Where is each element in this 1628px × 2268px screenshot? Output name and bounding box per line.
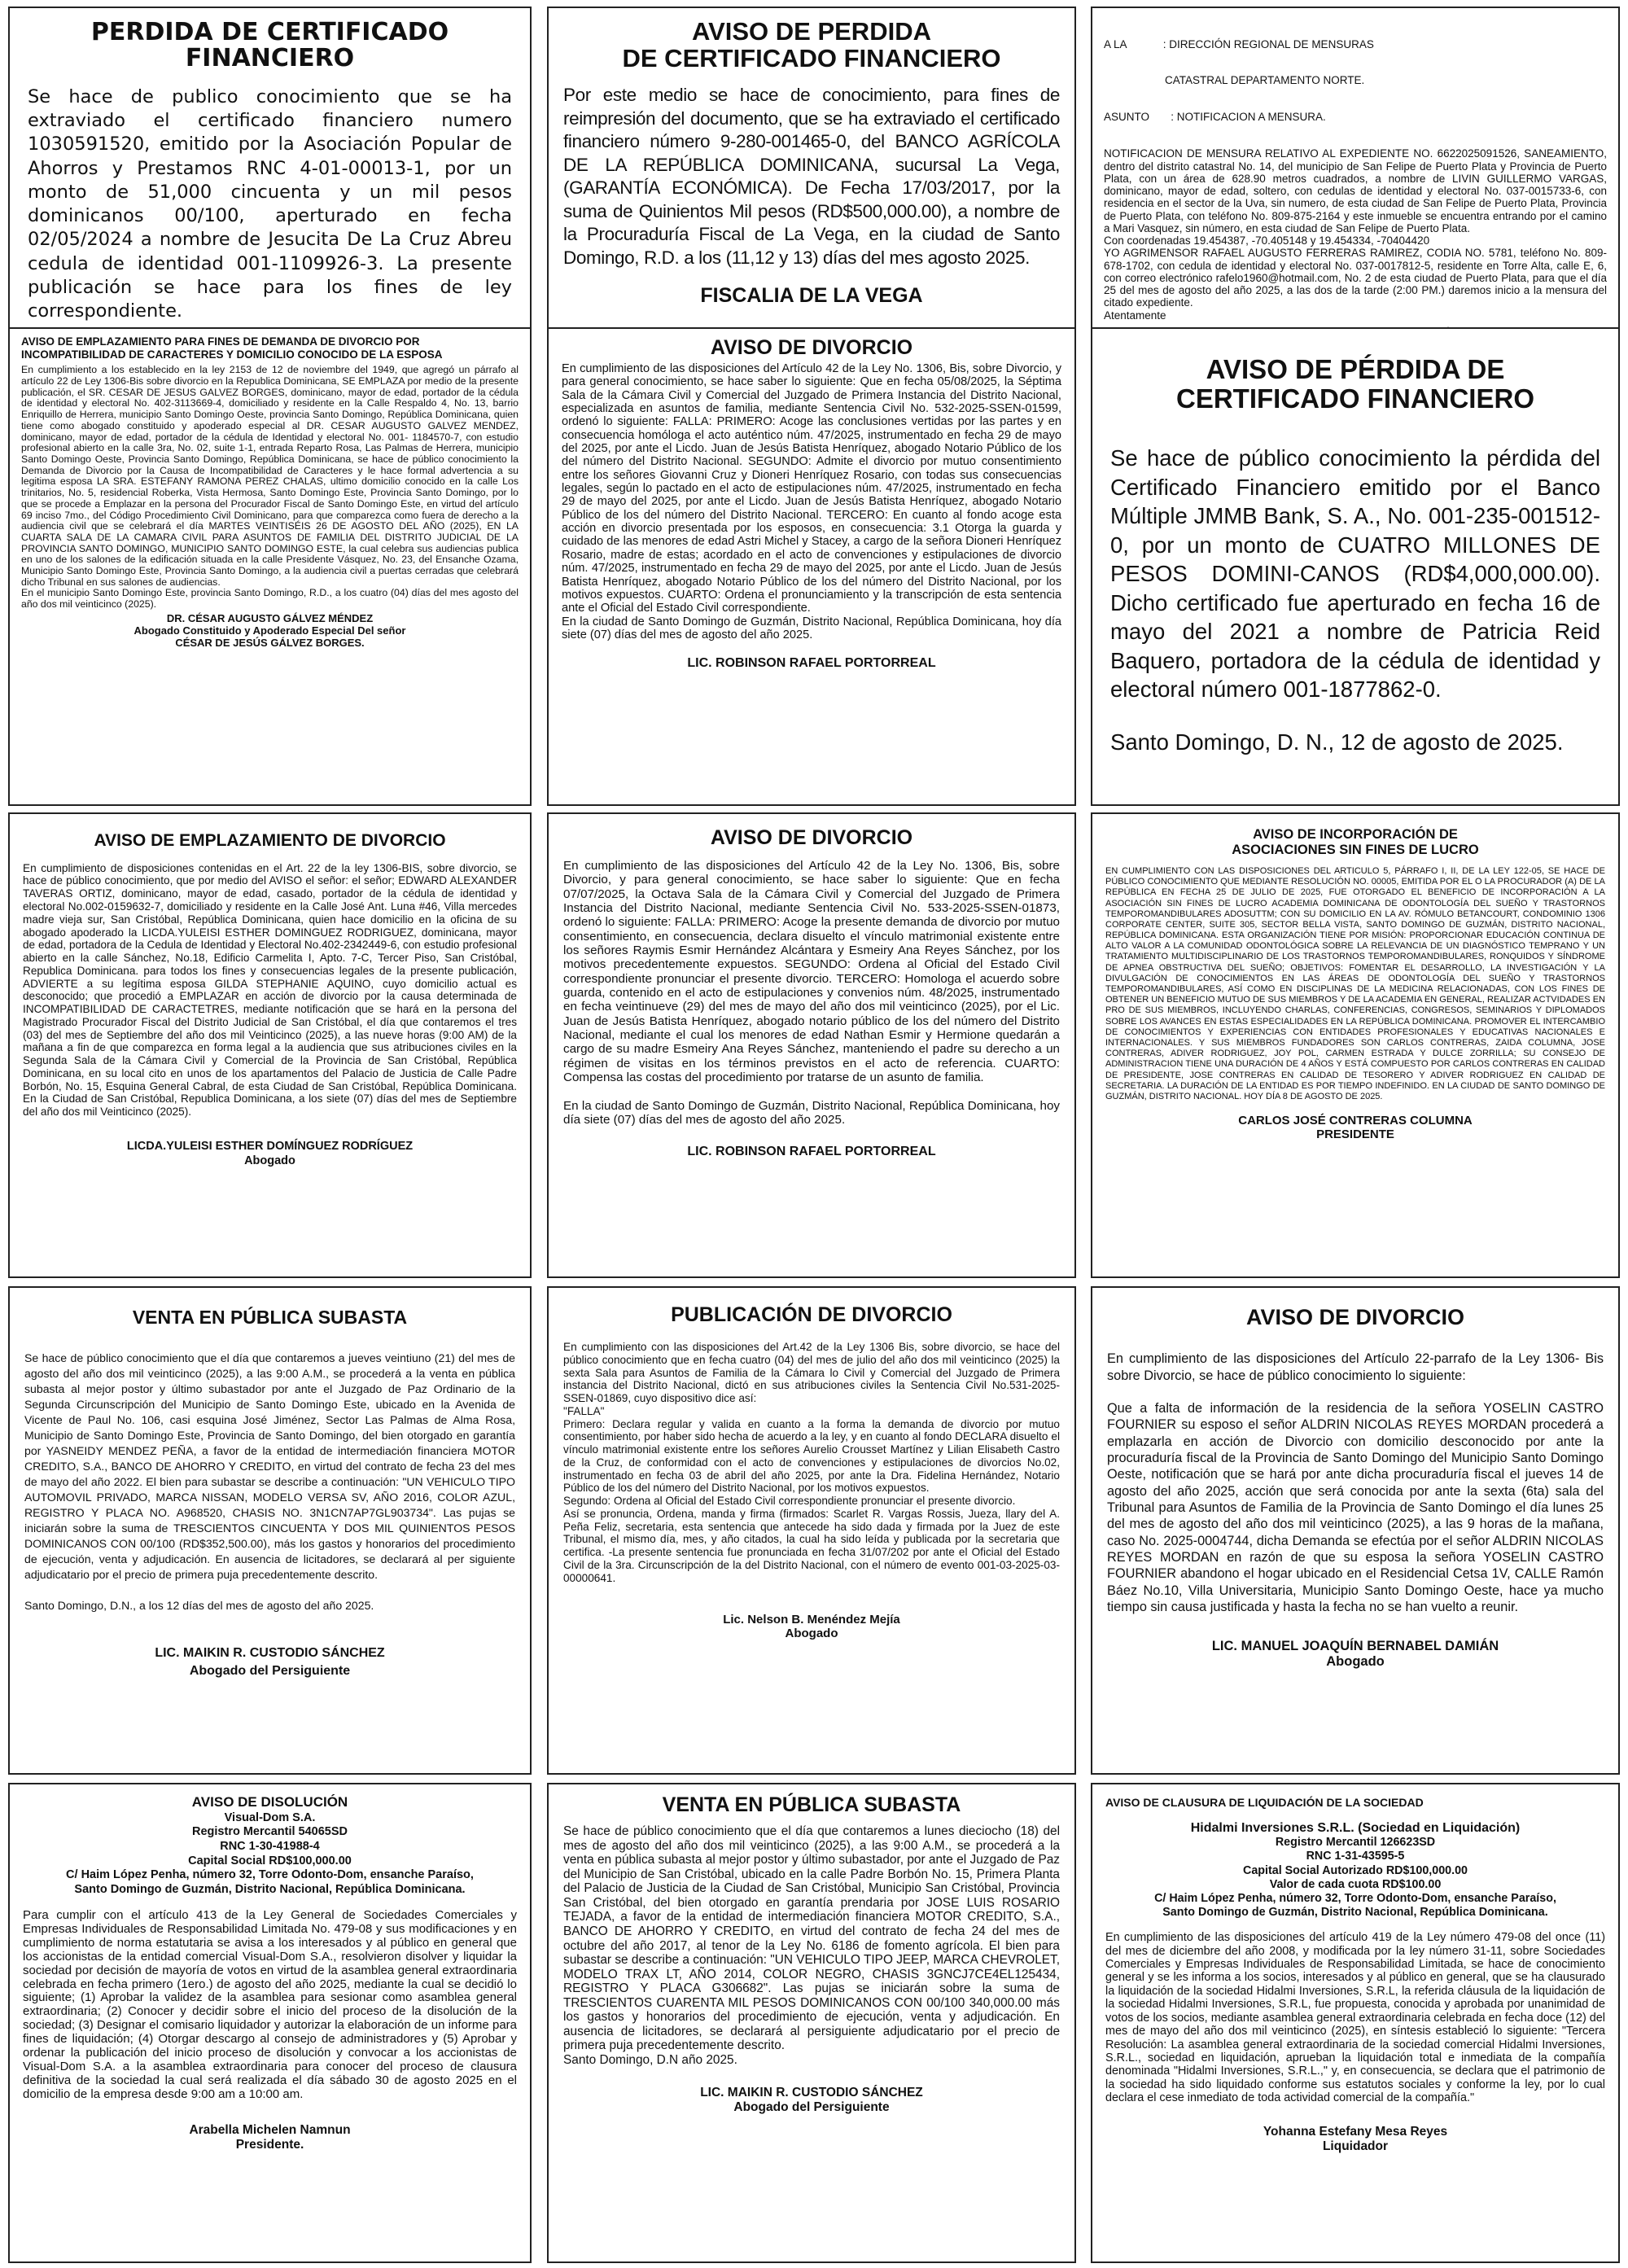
company-name: Hidalmi Inversiones S.R.L. (Sociedad en Liquidación)	[1190, 1821, 1521, 1835]
notice-perdida-certificado-1	[8, 7, 532, 334]
notice-body: Se hace de publico conocimiento que se ha extraviado el certificado financiero numero 1030591520, emitido por la Asociación Popular de Ahorros y Prestamos RNC 4-01-00013-1, por un monto de 51,000 cincuenta y un mil pesos dominicanos 00/100, aperturado en fecha 02/05/2024 a nombre de Jesucita De La Cruz Abreu cedula de identidad 001-1109926-3. La presente publicación se hace para los fines de ley correspondiente.	[28, 85, 512, 322]
notice-title: AVISO DE EMPLAZAMIENTO PARA FINES DE DEMANDA DE DIVORCIO POR INCOMPATIBILIDAD DE CARACTERES Y DOMICILIO CONOCIDO DE LA ESPOSA	[21, 335, 443, 361]
company-registry: Registro Mercantil 54065SD	[192, 1825, 348, 1839]
notice-signature-role: Abogado del Persiguiente	[733, 2099, 890, 2114]
notice-body: Para cumplir con el artículo 413 de la Ley General de Sociedades Comerciales y Empresas Individuales de Responsabilidad Limitada No. 479-08 y sus modificaciones y en cumplimiento de norma estatutaria se avisa a los interesados y al público en general que los accionistas de la entidad comercial Visual-Dom S.A., resolvieron disolver y liquidar la sociedad por decisión de mayoría de votos en virtud de la asamblea general extraordinaria celebrada en fecha primero (1ero.) de agosto del año 2025, mediante la cual se decidió lo siguiente; (1) Aprobar la validez de la asamblea para sesionar como asamblea general extraordinaria; (2) Conocer y decidir sobre el inicio del proceso de la disolución de la sociedad; (3) Designar el comisario liquidador y autorizar la elaboración de un informe para fines de liquidación; (4) Otorgar descargo al consejo de administradores y (5) Aprobar y ordenar la publicación del inicio proceso de disolución y convocar a los accionistas de Visual-Dom S.A. a la asamblea extraordinaria para conocer del proceso de clausura definitiva de la sociedad la cual será realizada el día sábado 30 de agosto 2025 en el domicilio de la empresa desde 9:00 am a 10:00 am.	[23, 1907, 517, 2102]
notice-signature-role: PRESIDENTE	[1316, 1127, 1394, 1142]
notice-title: VENTA EN PÚBLICA SUBASTA	[132, 1307, 408, 1328]
notice-title: AVISO DE DIVORCIO	[710, 826, 913, 849]
company-registry: Registro Mercantil 126623SD	[1275, 1836, 1436, 1850]
notice-signature: Yohanna Estefany Mesa Reyes	[1263, 2124, 1448, 2139]
notice-perdida-certificado-3	[1091, 327, 1620, 806]
notice-emplazamiento-divorcio-2	[8, 812, 532, 1278]
notice-signature-role: Liquidador	[1322, 2139, 1389, 2153]
notice-signature: LIC. MAIKIN R. CUSTODIO SÁNCHEZ	[700, 2085, 923, 2099]
notice-emplazamiento-divorcio-1	[8, 327, 532, 806]
notice-signature: CARLOS JOSÉ CONTRERAS COLUMNA	[1238, 1114, 1473, 1128]
notice-body: En cumplimiento de disposiciones contenidas en el Art. 22 de la ley 1306-BIS, sobre divorcio, se hace de público conocimiento, que por medio del AVISO el señor: el señor; EDWARD ALEXANDER TAVERAS ORTIZ, dominicano, mayor de edad, casado, portador de la cédula de identidad y electoral No.002-0159632-7, domiciliado y residente en la Calle José Ant. Luna #46, Villa mercedes madre vieja sur, San Cristóbal, República Dominicana, quien hace domicilio en la oficina de su abogado apoderado la LICDA.YULEISI ESTHER DOMINGUEZ RODRIGUEZ, dominicana, mayor de edad, portadora de la Cedula de Identidad y Electoral No.402-2342449-6, con estudio profesional abierto en la calle Sánchez, No.18, Edificio Carmelita I, Apto. 7-C, Tercer Piso, San Cristóbal, Republica Dominicana. para todos los fines y consecuencias legales de la presente publicación, ADVIERTE a su legítima esposa GILDA STEPHANIE AQUINO, cuyo domicilio actual es desconocido; que procedió a EMPLAZAR en acción de divorcio por la causa determinada de INCOMPATIBILIDAD DE CARACTETRES, mediante notificación que se hará en la persona del Magistrado Procurador Fiscal del Distrito Judicial de San Cristóbal, el día que contaremos el tres (03) del mes de Septiembre del año dos mil Veinticinco (2025), a las nueve horas (9:00 AM) de la mañana a fin de que comparezca en forma legal a la audiencia que sus atribuciones civiles en la Segunda Sala de la Cámara Civil y Comercial de la Provincia de San Cristóbal, República Dominicana, en su local cito en unos de los apartamentos del Palacio de Justicia de Calle Padre Borbón, No. 15, Esquina General Cabral, de esta Ciudad de San Cristóbal, República Dominicana. En la Ciudad de San Cristóbal, Republica Dominicana, a los siete (07) días del mes de Septiembre del año dos mil Veinticinco (2025).	[23, 861, 517, 1119]
company-capital: Capital Social RD$100,000.00	[188, 1854, 352, 1867]
notice-signature: LICDA.YULEISI ESTHER DOMÍNGUEZ RODRÍGUEZ	[126, 1139, 414, 1153]
notice-signature: Lic. Nelson B. Menéndez Mejía	[723, 1612, 900, 1627]
notice-title: AVISO DE DISOLUCIÓN	[191, 1794, 348, 1810]
notice-date: Santo Domingo, D. N., 12 de agosto de 2025.	[1110, 729, 1564, 755]
notice-body: En cumplimiento de las disposiciones del artículo 419 de la Ley número 479-08 del once (11) del mes de diciembre del año 2008, y modificada por la ley número 31-11, sobre Sociedades Comerciales y Empresas Individuales de Responsabilidad Limitada, se hace de conocimiento general y se les informa a los socios, interesados y al público en general, que se ha clausurado la liquidación de la sociedad Hidalmi Inversiones, S.R.L, la referida cláusula de la liquidación de la sociedad Hidalmi Inversiones, S.R.L, fue propuesta, conocida y aprobada por unanimidad de votos de los socios, mediante asamblea general extraordinaria celebrada en fecha doce (12) del mes de mayo del año dos mil veinticinco (2025), en síntesis estableció lo siguiente: "Tercera Resolución: La asamblea general extraordinaria de la sociedad comercial Hidalmi Inversiones, S.R.L., sociedad en liquidación, aprueban la liquidación total e inmediata de la compañía denominada "Hidalmi Inversiones, S.R.L.," y, en consecuencia, se declara que el patrimonio de la sociedad ha sido liquidado conforme sus estatutos sociales y conforme la ley, por lo cual declara el cese inmediato de toda actividad comercial de la compañía."	[1105, 1931, 1605, 2105]
notice-signature-client: CÉSAR DE JESÚS GÁLVEZ BORGES.	[175, 636, 365, 649]
company-rnc: RNC 1-30-41988-4	[220, 1840, 320, 1854]
notice-signature-role: Abogado	[244, 1154, 295, 1167]
notice-title: AVISO DE CLAUSURA DE LIQUIDACIÓN DE LA SOCIEDAD	[1105, 1796, 1424, 1809]
notice-signature: LIC. MANUEL JOAQUÍN BERNABEL DAMIÁN	[1211, 1638, 1499, 1653]
mensura-header	[1104, 15, 1607, 147]
notice-body: Se hace de público conocimiento la pérdida del Certificado Financiero emitido por el Banco Múltiple JMMB Bank, S. A., No. 001-235-001512-0, por un monto de CUATRO MILLONES DE PESOS DOMINI-CANOS (RD$4,000,000.00). Dicho certificado fue aperturado en fecha 16 de mayo del 2021 a nombre de Patricia Reid Baquero, portadora de la cédula de identidad y electoral número 001-1877862-0.	[1110, 445, 1600, 702]
notice-signature-role: Abogado Constituido y Apoderado Especial Del señor	[133, 624, 406, 637]
notice-body: Que a falta de información de la residencia de la señora YOSELIN CASTRO FOURNIER su esposo el señor ALDRIN NICOLAS REYES MORDAN procederá a emplazarla en acción de Divorcio con domicilio desconocido por ante la procuraduría fiscal de la Provincia de Santo Domingo del Municipio Santo Domingo Oeste, notificación que se hará por ante dicha procuraduría fiscal el jueves 14 de agosto del año 2025, acción que será conocida por ante la sexta (6ta) sala del Tribunal para Asuntos de Familia de la Provincia de Santo Domingo el día lunes 25 del mes de agosto del año dos mil veinticinco (2025), a las 9 horas de la mañana, caso No. 2025-0004744, dicha Demanda se efectúa por el señor ALDRIN NICOLAS REYES MORDAN en razón de que su esposa la señora YOSELIN CASTRO FOURNIER abandono el hogar ubicado en el Residencial Cetsa 1V, CALLE Ramón Báez No.10, Villa Universitaria, Municipio Santo Domingo Oeste, hace ya mucho tiempo sin causa justificada y hasta la fecha no se han vuelto a reunir.	[1107, 1400, 1604, 1615]
notice-subasta-2	[547, 1783, 1076, 2263]
notice-body: En cumplimiento de las disposiciones del Artículo 42 de la Ley No. 1306, Bis, sobre Divorcio, y para general conocimiento, se hace saber lo siguiente: Que en fecha 05/08/2025, la Séptima Sala de la Cámara Civil y Comercial del Juzgado de Primera Instancia del Distrito Nacional, especializada en asuntos de familia, mediante Sentencia Civil No. 532-2025-SSEN-01599, ordenó lo siguiente: FALLA: PRIMERO: Acoge las conclusiones vertidas por las partes y en consecuencia homóloga el acto auténtico núm. 47/2025, instrumentado en fecha 29 de mayo del 2025, por ante el Licdo. Juan de Jesús Batista Henríquez, abogado Notario Público de los del número del Distrito Nacional. SEGUNDO: Admite el divorcio por mutuo consentimiento entre los señores Giovanni Cruz y Dioneri Henríquez Rosario, con todas sus consecuencias legales, según lo pactado en el acto de estipulaciones núm. 47/2025, instrumentado en fecha 29 de mayo del 2025, por ante el Licdo. Juan de Jesús Batista Henríquez, abogado Notario Público de los del número del Distrito Nacional. TERCERO: En cuanto al fondo acoge esta acción en divorcio presentada por los esposos, en consecuencia: 3.1 Otorga la guarda y cuidado de las menores de edad Astri Michel y Stacey, a cargo de la señora Dioneri Henríquez Rosario, madre de estas; acordado en el acto de convenciones y estipulaciones de divorcio núm. 47/2025, instrumentado en fecha 29 de mayo del 2025, por ante el Licdo. Juan de Jesús Batista Henríquez, abogado Notario Público de los del número del Distrito Nacional, por los motivos expuestos. CUARTO: Ordena el pronunciamiento y la transcripción de esta sentencia ante el Oficial del Estado Civil correspondiente. En la ciudad de Santo Domingo de Guzmán, Distrito Nacional, República Dominicana, hoy día siete (07) días del mes de agosto del año 2025.	[562, 362, 1061, 641]
company-address: Santo Domingo de Guzmán, Distrito Nacional, República Dominicana.	[1162, 1905, 1548, 1919]
notice-signature: LIC. ROBINSON RAFAEL PORTORREAL	[687, 1145, 936, 1159]
company-address: C/ Haim López Penha, número 32, Torre Odonto-Dom, ensanche Paraíso,	[1154, 1891, 1556, 1905]
notice-subasta-1	[8, 1286, 532, 1775]
notice-disolucion	[8, 1783, 532, 2263]
notice-signature-role: Presidente.	[235, 2137, 304, 2152]
company-address: C/ Haim López Penha, número 32, Torre Odonto-Dom, ensanche Paraíso,	[66, 1868, 474, 1882]
notice-body: En cumplimiento de las disposiciones del Artículo 42 de la Ley No. 1306, Bis, sobre Divorcio, y para general conocimiento, se hace saber lo siguiente: Que en fecha 07/07/2025, la Octava Sala de la Cámara Civil y Comercial del Juzgado de Primera Instancia del Distrito Nacional, mediante Sentencia Civil No. 533-2025-SSEN-01873, ordenó lo siguiente: FALLA: PRIMERO: Acoge la presente demanda de divorcio por mutuo consentimiento, en consecuencia, declara disuelto el vínculo matrimonial existente entre los señores Raymis Esmir Hernández Alcántara y Esmeiry Ana Reyes Sánchez, por los motivos precedentemente expuestos. SEGUNDO: Ordena al Oficial del Estado Civil correspondiente pronunciar el presente divorcio. TERCERO: Homologa el acuerdo sobre guarda, contenido en el acto de estipulaciones y convenios núm. 48/2025, instrumentado en fecha veintinueve (29) del mes de mayo del año dos mil veinticinco (2025), por el Lic. Juan de Jesús Batista Henríquez, abogado notario público de los del número del Distrito Nacional, mediante el cual los menores de edad Nathan Esmir y Hermione quedarán a cargo de su madre Esmeiry Ana Reyes Sánchez, manteniendo el padre su derecho a un régimen de visitas en los términos previstos en el acto de referencia. CUARTO: Compensa las costas del procedimiento por tratarse de un asunto de familia. En la ciudad de Santo Domingo de Guzmán, Distrito Nacional, República Dominicana, hoy día siete (07) días del mes de agosto del año 2025.	[563, 859, 1060, 1127]
notice-signature: LIC. ROBINSON RAFAEL PORTORREAL	[687, 656, 936, 671]
company-capital: Capital Social Autorizado RD$100,000.00	[1243, 1863, 1468, 1877]
notice-body: En cumplimiento con las disposiciones del Art.42 de la Ley 1306 Bis, sobre divorcio, se hace del público conocimiento que en fecha cuatro (04) del mes de julio del año dos mil veinticinco (2025) la sexta Sala para Asuntos de Familia de la Cámara lo Civil y Comercial del Juzgado de Primera instancia del Distrito Nacional, dictó en sus atribuciones civiles la Sentencia Civil No.531-2025-SSEN-01869, cuyo dispositivo dice así: "FALLA" Primero: Declara regular y valida en cuanto a la forma la demanda de divorcio por mutuo consentimiento, por haber sido hecha de acuerdo a la ley, y en cuanto al fondo DECLARA disuelto el vínculo matrimonial existente entre los señores Aurelio Crousset Martínez y Lilian Elisabeth Castro de la Cruz, de conformidad con el acto de convenciones y estipulaciones de divorcios No.02, instrumentado en fecha 03 de abril del año 2025, por ante la Dra. Fidelina Hernández, Notario Público de los del número del Distrito Nacional, por los motivos expuestos. Segundo: Ordena al Oficial del Estado Civil correspondiente pronunciar el presente divorcio. Así se pronuncia, Ordena, manda y firma (firmados: Scarlet R. Vargas Rossis, Jueza, llary del A. Peña Feliz, secretaria, esta sentencia que antecede ha sido dada y firmada por la Juez de este Tribunal, el mismo día, mes, y año citados, la cual ha sido leída y publicada por la secretaria que certifica. -La presente sentencia fue pronunciada en fecha 31/07/202 por ante el Oficial del Estado Civil de la 3ra. Circunscripción de la del Distrito Nacional, con el número de evento 001-03-2025-03-00000641.	[563, 1341, 1060, 1584]
notice-body: Se hace de público conocimiento que el día que contaremos a lunes dieciocho (18) del mes de agosto del año dos mil veinticinco (2025), a las 9:00 A.M., se procederá a la venta en pública subasta al mejor postor y último subastador, por ante el Juzgado de Paz del Municipio de San Cristóbal, ubicado en la calle Padre Borbón No. 15, Primera Planta del Palacio de Justicia de la Ciudad de San Cristóbal, Municipio San Cristóbal, Provincia San Cristóbal, del bien otorgado en garantía prendaria por JOSE LUIS ROSARIO TEJADA, a favor de la entidad de intermediación financiera MOTOR CREDITO, S.A., BANCO DE AHORRO Y CREDITO, en virtud del contrato de fecha 24 del mes de octubre del año 2017, al tenor de la Ley No. 6186 de fomento agrícola. El bien para subastar se describe a continuación: "UN VEHICULO TIPO JEEP, MARCA CHEVROLET, MODELO TRAX LT, AÑO 2014, COLOR NEGRO, CHASIS 3GNCJ7CE4EL125434, REGISTRO Y PLACA G306682". Las pujas se iniciarán sobre la suma de TRESCIENTOS CUARENTA MIL PESOS DOMINICANOS CON 00/100 340,000.00 más los gastos y honorarios del procedimiento de ejecución, venta y adjudicación. En ausencia de licitadores, se declarará al persiguiente adjudicatario por el precio de primera puja precedentemente descrito. Santo Domingo, D.N año 2025.	[563, 1824, 1060, 2067]
notice-clausura-liquidacion	[1091, 1783, 1620, 2263]
notice-body: Se hace de público conocimiento que el día que contaremos a jueves veintiuno (21) del mes de agosto del año dos mil veinticinco (2025), a las 9:00 A.M., se procederá a la venta en pública subasta al mejor postor y último subastador por ante el Juzgado de Paz Ordinario de la Segunda Circunscripción del Municipio de Santo Domingo Este, ubicado en la Avenida de Vicente de Paul No. 106, casi esquina José Jiménez, Sector Las Palmas de Alma Rosa, Municipio de Santo Domingo Este, Provincia de Santo Domingo, del bien otorgado en garantía por YASNEIDY MENDEZ PEÑA, a favor de la entidad de intermediación financiera MOTOR CREDITO, S.A., BANCO DE AHORRO Y CREDITO, en virtud del contrato de fecha 23 del mes de mayo del año 2022. El bien para subastar se describe a continuación: "UN VEHICULO TIPO AUTOMOVIL PRIVADO, MARCA NISSAN, MODELO VERSA SV, AÑO 2016, COLOR AZUL, REGISTRO Y PLACA NO. A968520, CHASIS NO. 3N1CN7AP7GL903734". Las pujas se iniciarán sobre la suma de TRESCIENTOS CINCUENTA Y DOS MIL QUINIENTOS PESOS DOMINICANOS CON 00/100 (RD$352,500.00), más los gastos y honorarios del procedimiento de ejecución, venta y adjudicación. En ausencia de licitadores, se declarará al per siguiente adjudicatario por el precio de primera puja precedentemente descrito. Santo Domingo, D.N., a los 12 días del mes de agosto del año 2025.	[24, 1351, 515, 1613]
header-line: CATASTRAL DEPARTAMENTO NORTE.	[1104, 74, 1365, 87]
company-quota-value: Valor de cada cuota RD$100.00	[1269, 1877, 1442, 1891]
notice-perdida-certificado-2	[547, 7, 1076, 334]
notice-header-block	[23, 1794, 517, 1898]
notice-signature-role: Abogado	[1326, 1653, 1385, 1669]
notice-mensura	[1091, 7, 1620, 334]
notice-title: AVISO DE INCORPORACIÓN DE ASOCIACIONES SIN FINES DE LUCRO	[1232, 827, 1479, 857]
notice-signature: DR. CÉSAR AUGUSTO GÁLVEZ MÉNDEZ	[166, 611, 374, 624]
notice-title: AVISO DE PÉRDIDA DE CERTIFICADO FINANCIERO	[1176, 354, 1534, 414]
header-line: A LA : DIRECCIÓN REGIONAL DE MENSURAS	[1104, 37, 1374, 50]
company-address: Santo Domingo de Guzmán, Distrito Nacional, República Dominicana.	[74, 1883, 466, 1897]
notice-signature: FISCALIA DE LA VEGA	[700, 284, 923, 308]
notice-incorporacion-asociacion	[1091, 812, 1620, 1278]
notice-body: NOTIFICACION DE MENSURA RELATIVO AL EXPEDIENTE NO. 6622025091526, SANEAMIENTO, dentro del distrito catastral No. 14, del municipio de San Felipe de Puerto Plata y Provincia de Puerto Plata, con un área de 628.90 metros cuadrados, a nombre de LIVIN GUILLERMO VARGAS, dominicano, mayor de edad, soltero, con cedulas de identidad y electoral No. 037-0015733-6, con residencia en el sector de la Uva, sin numero, de esta ciudad de San Felipe de Puerto Plata, Provincia de Puerto Plata, con teléfono No. 809-875-2164 y este inmueble se encuentra entrando por el camino a Mari Vasquez, sin número, en esta ciudad de San Felipe de Puerto Plata. Con coordenadas 19.454387, -70.405148 y 19.454334, -70404420 YO AGRIMENSOR RAFAEL AUGUSTO FERRERAS RAMIREZ, CODIA NO. 5781, teléfono No. 809-678-1702, con cedula de identidad y electoral No. 037-0017812-5, residente en Torre Alta, calle E, 6, con correo electrónico rafelo1960@hotmail.com, No. 2 de esta ciudad de Puerto Plata, para que el día 25 del mes de agosto del año 2025, a las dos de la tarde (2:00 PM.) daremos inicio a la mensura del citado expediente. Atentamente	[1104, 147, 1607, 322]
notice-signature-role: Abogado del Persiguiente	[189, 1664, 351, 1679]
notice-body: Por este medio se hace de conocimiento, para fines de reimpresión del documento, que se ha extraviado el certificado financiero número 9-280-001465-0, del BANCO AGRÍCOLA DE LA REPÚBLICA DOMINICANA, sucursal La Vega, (GARANTÍA ECONÓMICA). De Fecha 17/03/2017, por la suma de Quinientos Mil pesos (RD$500,000.00), a nombre de la Procuraduría Fiscal de La Vega, en la ciudad de Santo Domingo, R.D. a los (11,12 y 13) días del mes agosto 2025.	[563, 84, 1060, 268]
notice-signature-role: Abogado	[785, 1626, 838, 1640]
notice-title: AVISO DE DIVORCIO	[1245, 1305, 1465, 1329]
notice-divorcio-1	[547, 327, 1076, 806]
notice-publicacion-divorcio	[547, 1286, 1076, 1775]
notice-signature: LIC. MAIKIN R. CUSTODIO SÁNCHEZ	[155, 1646, 385, 1661]
notice-title: PUBLICACIÓN DE DIVORCIO	[671, 1303, 952, 1326]
notice-title: VENTA EN PÚBLICA SUBASTA	[662, 1793, 961, 1816]
notice-body: EN CUMPLIMIENTO CON LAS DISPOSICIONES DEL ARTICULO 5, PÁRRAFO I, II, DE LA LEY 122-05, SE HACE DE PÚBLICO CONOCIMIENTO QUE MEDIANTE RESOLUCIÓN NO. 00005, EMITIDA POR EL O LA PROCURADOR (A) DE LA REPÚBLICA EN FECHA 25 DE JULIO DE 2025, FUE OTORGADO EL BENEFICIO DE INCORPORACIÓN A LA ASOCIACIÓN SIN FINES DE LUCRO ACADEMIA DOMINICANA DE ODONTOLOGÍA DEL SUEÑO Y TRASTORNOS TEMPOROMANDIBULARES ADOSUTTM; CON SU DOMICILIO EN LA AV. RÓMULO BETANCOURT, CONDOMINIO 1306 CORPORATE CENTER, SUITE 305, SECTOR BELLA VISTA, SANTO DOMINGO DE GUZMÁN, DISTRITO NACIONAL, REPÚBLICA DOMINICANA. ESTA ORGANIZACIÓN TIENE POR MISIÓN: PROPORCIONAR EDUCACIÓN CONTINUA DE ALTO VALOR A LA COMUNIDAD ODONTOLÓGICA SOBRE LA RELEVANCIA DE UN DIAGNÓSTICO TEMPRANO Y UN TRATAMIENTO MULTIDISCIPLINARIO DE LOS TRASTORNOS TEMPOROMANDIBULARES, RONQUIDOS Y SÍNDROME DE APNEA OBSTRUCTIVA DEL SUEÑO; OBJETIVOS: FOMENTAR EL DESARROLLO, LA INVESTIGACIÓN Y LA DIVULGACIÓN DE CONOCIMIENTOS EN LAS ÁREAS DE ODONTOLOGÍA DEL SUEÑO Y TRASTORNOS TEMPOROMANDIBULARES, ASÍ COMO EN DISCIPLINAS DE LA MEDICINA RELACIONADAS, CON LOS FINES DE OBTENER UN BENEFICIO MUTUO DE SUS MIEMBROS Y DE LA ACADEMIA EN GENERAL, REALIZAR ACTVIDADES EN PRO DE SUS MIEMBROS, INCLUYENDO CHARLAS, CONFERENCIAS, CONGRESOS, SEMINARIOS Y DIPLOMADOS SOBRE LOS AVANCES EN ESTAS ESPECIALIDADES EN LA REPÚBLICA DOMINICANA. PROMOVER EL INTERCAMBIO DE CONOCIMIENTOS Y EXPERIENCIAS CON ENTIDADES PROFESIONALES Y EDUCATIVAS NACIONALES E INTERNACIONALES. Y SUS MIEMBROS FUNDADORES SON CARLOS CONTRERAS, ZAIDA COLUMNA, JOSE CONTRERAS, ADIVER RODRIGUEZ, JOY POL, CARMEN ESTRADA Y DULCE ZORRILLA; SU CONSEJO DE ADMINISTRACION TIENE UNA DURACIÓN DE 4 AÑOS Y ESTÁ COMPUESTO POR CARLOS CONTRERAS EN CALIDAD DE PRESIDENTE, JOSE CONTRERAS EN CALIDAD DE TESORERO Y ADIVER RODRIGUEZ EN CALIDAD DE SECRETARIA. LA DURACIÓN DE LA ENTIDAD ES POR TIEMPO INDEFINIDO. EN LA CIUDAD DE SANTO DOMINGO DE GUZMÁN, DISTRITO NACIONAL. HOY DÍA 8 DE AGOSTO DE 2025.	[1105, 865, 1605, 1101]
notice-title: AVISO DE EMPLAZAMIENTO DE DIVORCIO	[94, 831, 446, 850]
notice-intro: En cumplimiento de las disposiciones del Artículo 22-parrafo de la Ley 1306- Bis sobre Divorcio, se hace de público conocimiento lo siguiente:	[1107, 1351, 1604, 1383]
notice-title: AVISO DE PERDIDA DE CERTIFICADO FINANCIERO	[622, 17, 1001, 73]
notice-body: En cumplimiento a los establecido en la ley 2153 de 12 de noviembre del 1949, que agregó un párrafo al artículo 22 de Ley 1306-Bis sobre divorcio en la Republica Dominicana, SE EMPLAZA por medio de la presente publicación, el SR. CESAR DE JESUS GALVEZ BORGES, dominicano, mayor de edad, portador de la cédula de identidad y electoral No. 402-3113669-4, domiciliado y residente en la Calle Respaldo 4, No. 13, barrio Enriquillo de Herrera, municipio Santo Domingo Oeste, provincia Santo Domingo, República Dominicana, quien tiene como abogado constituido y apoderado especial al DR. CESAR AUGUSTO GALVEZ MENDEZ, dominicano, mayor de edad, portador de la cédula de Identidad y electoral No. 001- 1184570-7, con estudio profesional abierto en la calle 3ra, No. 02, suite 1-1, entrada Reparto Rosa, Las Palmas de Herrera, municipio Santo Domingo Oeste, Provincia Santo Domingo, República Dominicana, se hace de público conocimiento la Demanda de Divorcio por la Causa de Incompatibilidad de Caracteres y le hace formal advertencia a su legitima esposa LA SRA. ESTEFANY RAMONA PEREZ CHALAS, ultimo domicilio conocido en la calle Los trinitarios, No. 5, residencial Roberka, Vista Hermosa, Santo Domingo Este, Provincia Santo Domingo, por lo que se procede a Emplazar en la persona del Procurador Fiscal de Santo Domingo Este, en virtud del artículo 69 inciso 7mo., del Código Procedimiento Civil Dominicano, para que comparezca como fuera de derecho a la audiencia civil que se celebrará el día MARTES VEINTISÉIS 26 DE AGOSTO DEL AÑO (2025), EN LA CUARTA SALA DE LA CAMARA CIVIL PARA ASUNTOS DE FAMILIA DEL DISTRITO JUDICIAL DE LA PROVINCIA SANTO DOMINGO, MUNICIPIO SANTO DOMINGO ESTE, la cual celebra sus audiencias publica en uno de los salones de la edificación situada en la calle Presidente Vásquez, No. 23, del Ensanche Ozama, Municipio Santo Domingo Este, Provincia Santo Domingo, a la audiencia civil a puertas cerradas que celebrará dicho Tribunal en sus salones de audiencias. En el municipio Santo Domingo Este, provincia Santo Domingo, R.D., a los cuatro (04) días del mes agosto del año dos mil veinticinco (2025).	[21, 364, 519, 611]
company-name: Visual-Dom S.A.	[224, 1810, 316, 1824]
company-rnc: RNC 1-31-43595-5	[1306, 1850, 1405, 1863]
notice-title: AVISO DE DIVORCIO	[710, 336, 913, 359]
header-line: ASUNTO : NOTIFICACION A MENSURA.	[1104, 110, 1326, 123]
notice-signature: Arabella Michelen Namnun	[189, 2122, 351, 2137]
notice-header-block	[1105, 1820, 1605, 1920]
notice-divorcio-2	[547, 812, 1076, 1278]
notice-title: PERDIDA DE CERTIFICADO FINANCIERO	[90, 18, 449, 73]
notice-divorcio-3	[1091, 1286, 1620, 1775]
